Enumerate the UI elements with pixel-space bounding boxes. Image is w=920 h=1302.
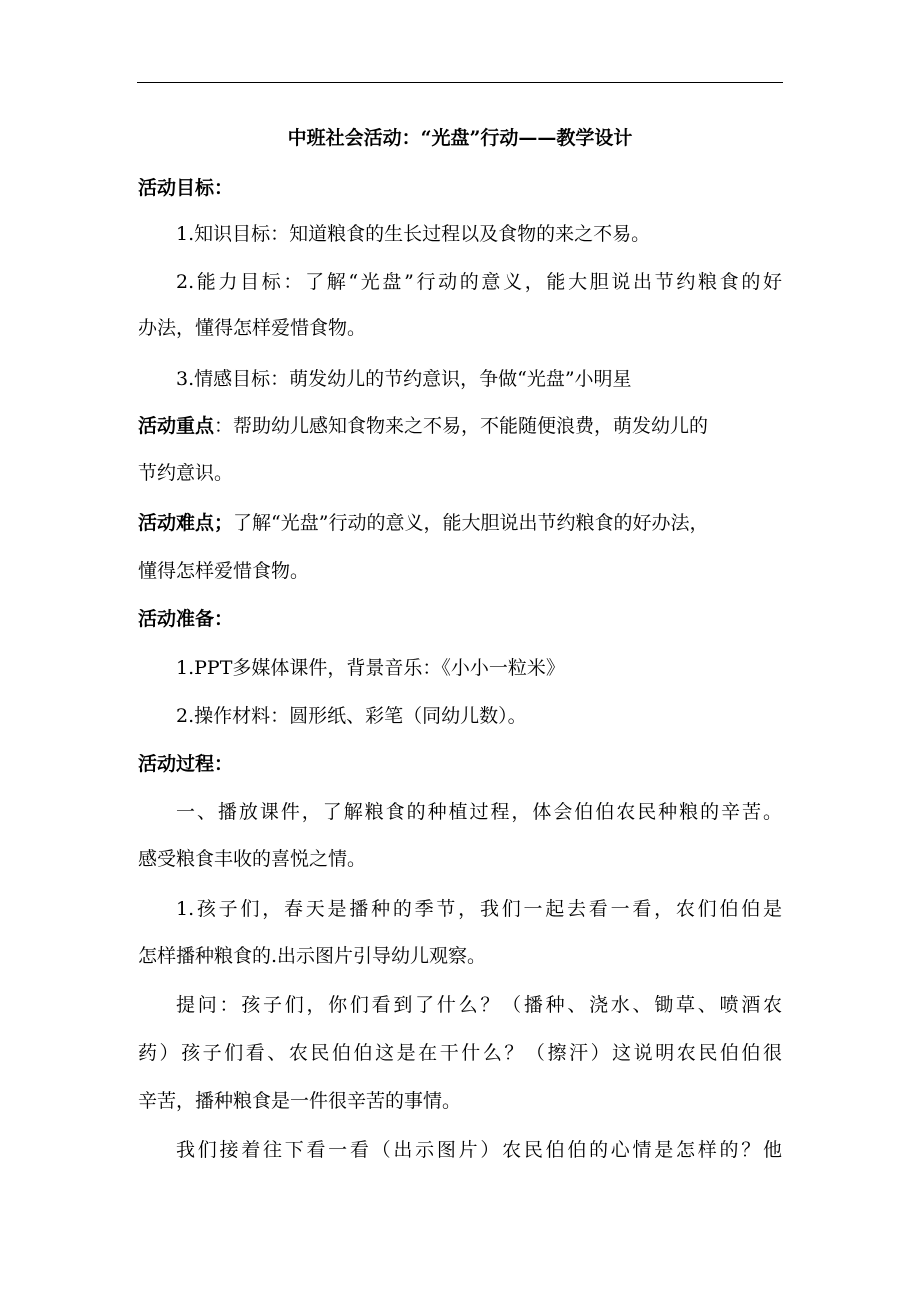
difficult-point-line2: 懂得怎样爱惜食物。 (138, 560, 310, 582)
header-rule (137, 82, 783, 83)
key-point-label: 活动重点 (138, 415, 215, 437)
difficult-point-line1 (138, 511, 708, 535)
process-paragraph-2-line2: 怎样播种粮食的.出示图片引导幼儿观察。 (138, 945, 487, 967)
process-paragraph-1-line2: 感受粮食丰收的喜悦之情。 (138, 848, 367, 870)
key-point-line1 (138, 414, 708, 438)
document-title: 中班社会活动：“光盘”行动——教学设计 (287, 127, 633, 149)
process-paragraph-2-line1: 1.孩子们，春天是播种的季节，我们一起去看一看，农们伯伯是 (176, 898, 782, 920)
goal-item-emotion: 3.情感目标：萌发幼儿的节约意识，争做“光盘”小明星 (176, 368, 632, 390)
difficult-point-label: 活动难点； (138, 512, 234, 534)
process-paragraph-3-line3: 辛苦，播种粮食是一件很辛苦的事情。 (138, 1090, 462, 1112)
process-heading: 活动过程： (138, 753, 234, 775)
goals-heading: 活动目标： (138, 177, 234, 199)
goal-item-ability-line1: 2.能力目标：了解“光盘”行动的意义，能大胆说出节约粮食的好 (176, 271, 782, 293)
process-paragraph-4-line1: 我们接着往下看一看（出示图片）农民伯伯的心情是怎样的？他 (176, 1139, 782, 1161)
process-paragraph-1-line1: 一、播放课件，了解粮食的种植过程，体会伯伯农民种粮的辛苦。 (176, 801, 782, 823)
goal-item-ability-line2: 办法，懂得怎样爱惜食物。 (138, 317, 367, 339)
preparation-item-ppt: 1.PPT多媒体课件，背景音乐：《小小一粒米》 (176, 657, 565, 679)
preparation-heading: 活动准备： (138, 608, 234, 630)
key-point-text: ：帮助幼儿感知食物来之不易，不能随便浪费，萌发幼儿的 (214, 415, 709, 437)
key-point-line2: 节约意识。 (138, 462, 234, 484)
difficult-point-text: 了解“光盘”行动的意义，能大胆说出节约粮食的好办法， (233, 512, 709, 534)
process-paragraph-3-line1: 提问：孩子们，你们看到了什么？（播种、浇水、锄草、喷酒农 (176, 994, 782, 1016)
preparation-item-materials: 2.操作材料：圆形纸、彩笔（同幼儿数）。 (176, 705, 527, 727)
process-paragraph-3-line2: 药）孩子们看、农民伯伯这是在干什么？（擦汗）这说明农民伯伯很 (138, 1042, 782, 1064)
goal-item-knowledge: 1.知识目标：知道粮食的生长过程以及食物的来之不易。 (176, 223, 651, 245)
